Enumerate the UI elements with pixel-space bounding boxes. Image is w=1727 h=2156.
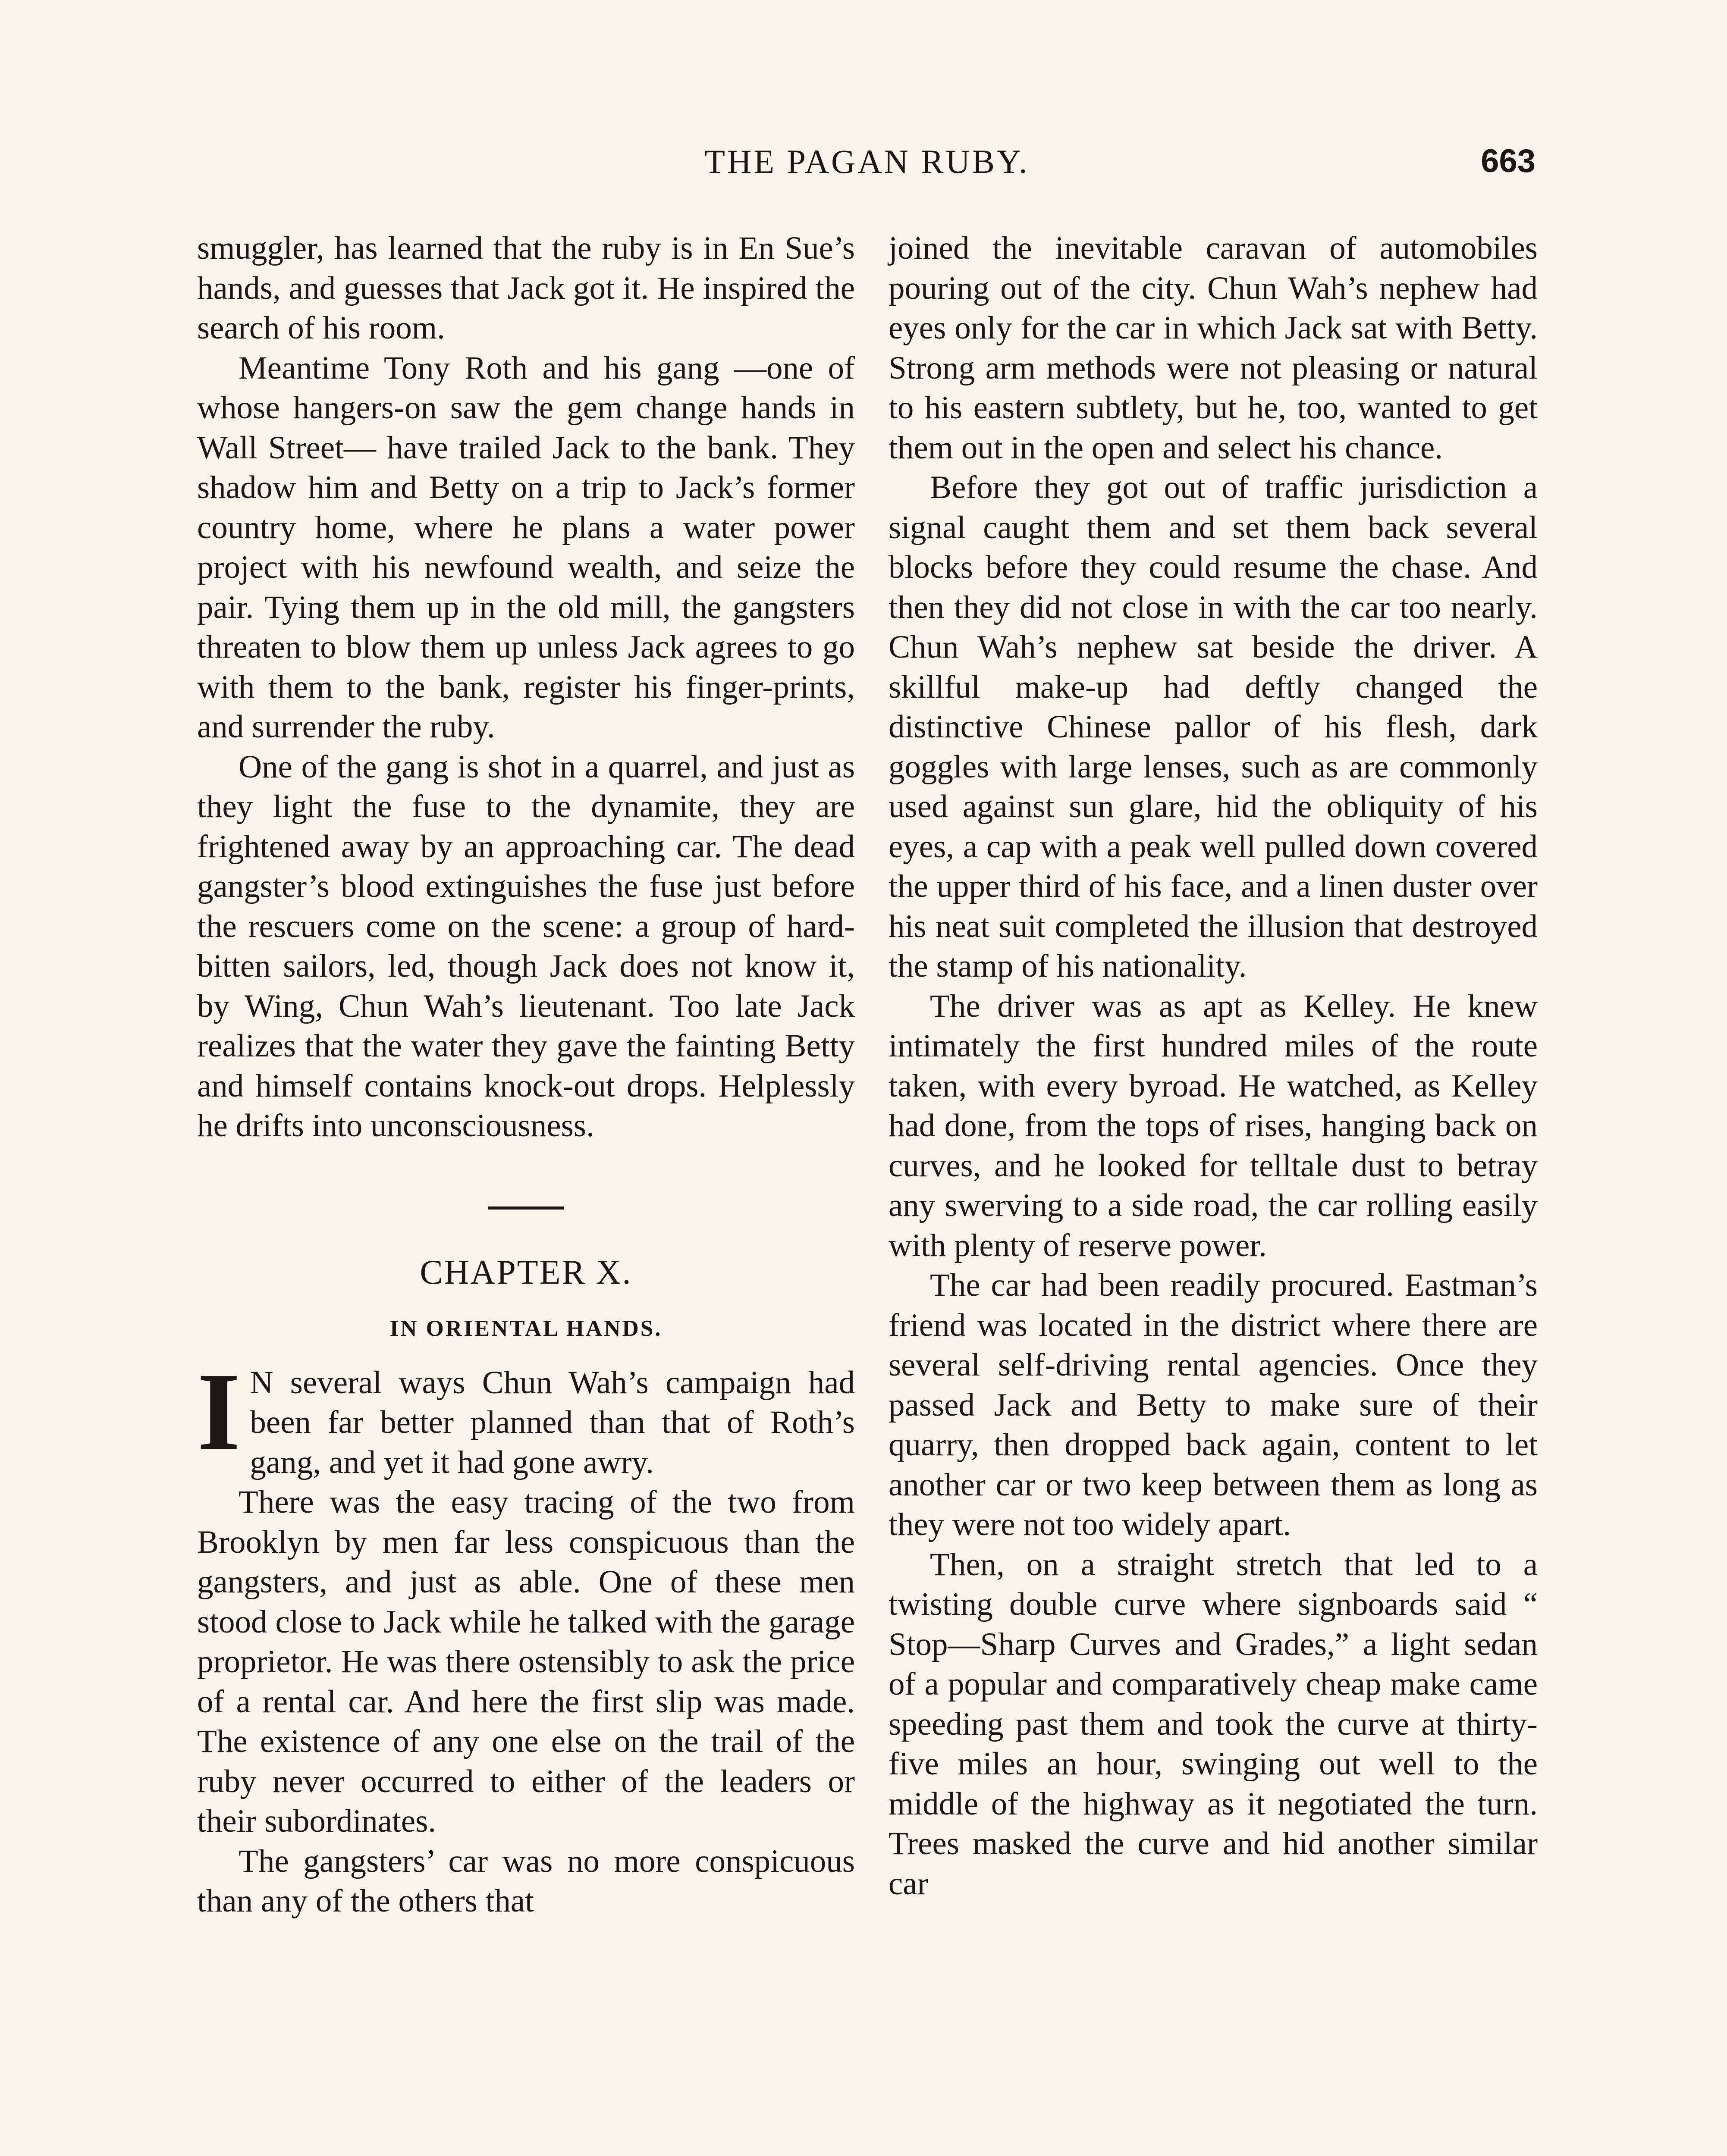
paragraph-text: N several ways Chun Wah’s campaign had been far better planned than that of Roth’s gang, and yet it had gone awry.	[250, 1364, 855, 1480]
paragraph: The car had been readily procured. Eastman’s friend was located in the district where there are several self-driving rental agencies. Once they passed Jack and Betty to make sure of their quarry, then dropped back again, content to let another car or two keep between them as long as they were not too widely apart.	[889, 1267, 1538, 1542]
chapter-opening-paragraph	[197, 1349, 855, 1483]
paragraph: The driver was as apt as Kelley. He knew intimately the first hundred miles of the route taken, with every byroad. He watched, as Kelley had done, from the tops of rises, hanging back on curves, and he looked for telltale dust to betray any swerving to a side road, the car rolling easily with plenty of reserve power.	[889, 988, 1538, 1263]
paragraph: Meantime Tony Roth and his gang —one of whose hangers-on saw the gem change hands in Wall Street— have trailed Jack to the bank. They shadow him and Betty on a trip to Jack’s former country home, where he plans a water power project with his newfound wealth, and seize the pair. Tying them up in the old mill, the gangsters threaten to blow them up unless Jack agrees to go with them to the bank, register his finger-prints, and surrender the ruby.	[197, 350, 855, 745]
section-divider	[488, 1206, 564, 1210]
paragraph: joined the inevitable caravan of automobiles pouring out of the city. Chun Wah’s nephew had eyes only for the car in which Jack sat with Betty. Strong arm methods were not pleasing or natural to his eastern subtlety, but he, too, wanted to get them out in the open and select his chance.	[889, 230, 1538, 466]
paragraph: smuggler, has learned that the ruby is in En Sue’s hands, and guesses that Jack got it. He inspired the search of his room.	[197, 230, 855, 346]
right-column	[889, 229, 1538, 1904]
page-number: 663	[1481, 143, 1535, 179]
paragraph: There was the easy tracing of the two from Brooklyn by men far less conspicuous than the gangsters, and just as able. One of these men stood close to Jack while he talked with the garage proprietor. He was there ostensibly to ask the price of a rental car. And here the first slip was made. The existence of any one else on the trail of the ruby never occurred to either of the leaders or their subordinates.	[197, 1484, 855, 1839]
chapter-subtitle: IN ORIENTAL HANDS.	[389, 1316, 663, 1341]
paragraph: Before they got out of traffic jurisdiction a signal caught them and set them back several blocks before they could resume the chase. And then they did not close in with the car too nearly. Chun Wah’s nephew sat beside the driver. A skillful make-up had deftly changed the distinctive Chinese pallor of his flesh, dark goggles with large lenses, such as are commonly used against sun glare, hid the obliquity of his eyes, a cap with a peak well pulled down covered the upper third of his face, and a linen duster over his neat suit completed the illusion that destroyed the stamp of his nationality.	[889, 470, 1538, 984]
drop-cap: I	[197, 1349, 241, 1473]
chapter-title: CHAPTER X.	[420, 1253, 632, 1291]
paragraph: Then, on a straight stretch that led to a twisting double curve where signboards said “ Stop—Sharp Curves and Grades,” a light sedan of a popular and comparatively cheap make came speeding past them and took the curve at thirty-five miles an hour, swinging out well to the middle of the highway as it negotiated the turn. Trees masked the curve and hid another similar car	[889, 1546, 1538, 1902]
running-head	[198, 142, 1535, 194]
left-column	[197, 229, 855, 1921]
paragraph: One of the gang is shot in a quarrel, and just as they light the fuse to the dynamite, they are frightened away by an approaching car. The dead gangster’s blood extinguishes the fuse just before the rescuers come on the scene: a group of hard-bitten sailors, led, though Jack does not know it, by Wing, Chun Wah’s lieutenant. Too late Jack realizes that the water they gave the fainting Betty and himself contains knock-out drops. Helplessly he drifts into unconsciousness.	[197, 749, 855, 1144]
paragraph: The gangsters’ car was no more conspicuous than any of the others that	[197, 1843, 855, 1919]
running-title: THE PAGAN RUBY.	[704, 143, 1030, 180]
